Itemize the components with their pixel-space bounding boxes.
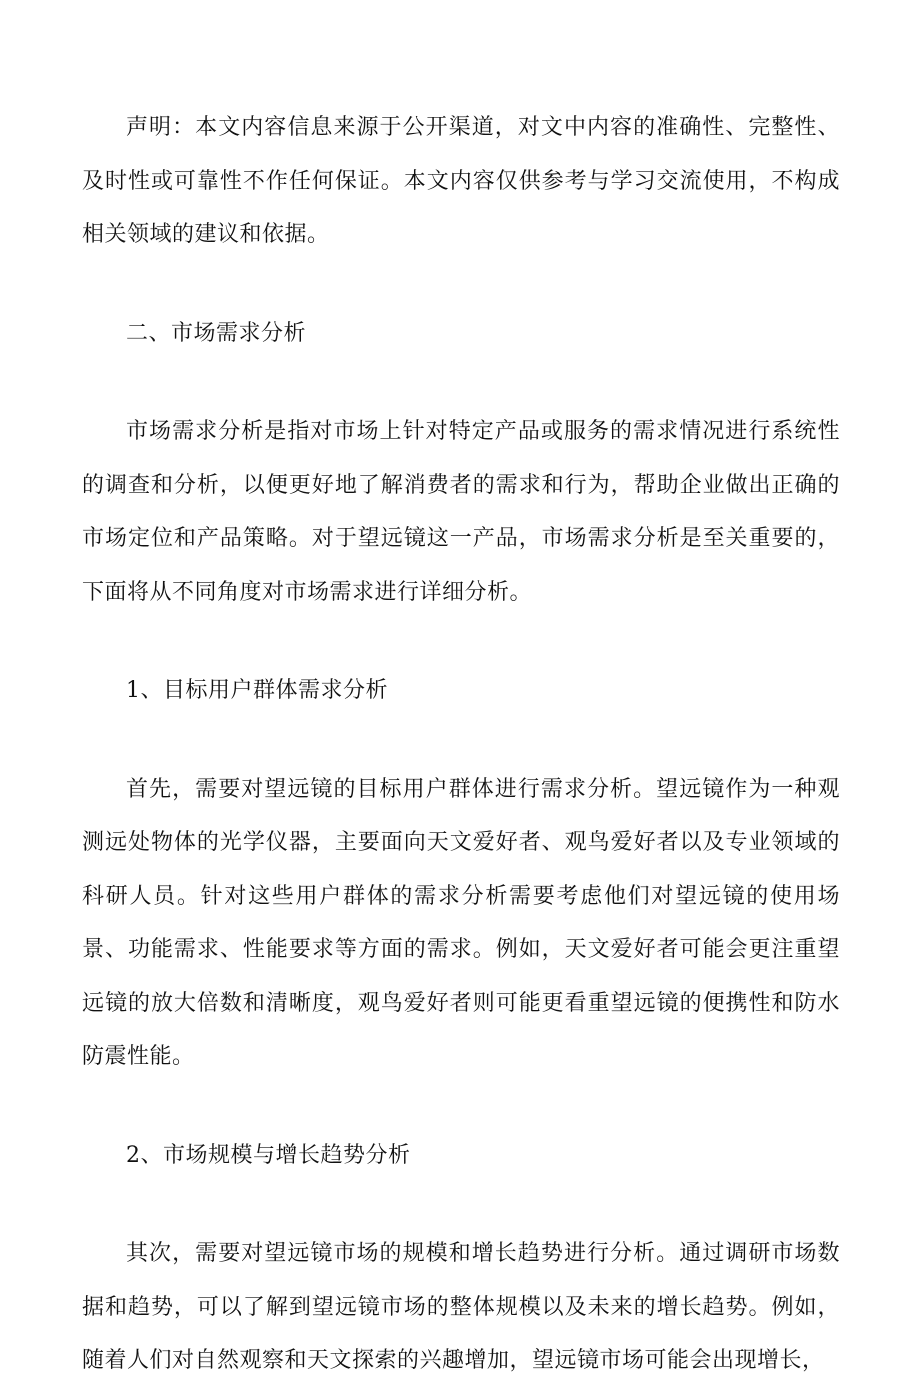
subsection-heading-1: 1、目标用户群体需求分析 [126, 678, 388, 703]
spacer [82, 619, 840, 664]
subsection-paragraph-2: 其次，需要对望远镜市场的规模和增长趋势进行分析。通过调研市场数据和趋势，可以了解到望远镜市场的整体规模以及未来的增长趋势。例如，随着人们对自然观察和天文探索的兴趣增加，望远镜市场可能会出现增长， [82, 1241, 840, 1373]
spacer [82, 360, 840, 405]
spacer [82, 1084, 840, 1129]
subsection-paragraph-1: 首先，需要对望远镜的目标用户群体进行需求分析。望远镜作为一种观测远处物体的光学仪器，主要面向天文爱好者、观鸟爱好者以及专业领域的科研人员。针对这些用户群体的需求分析需要考虑他们对望远镜的使用场景、功能需求、性能要求等方面的需求。例如，天文爱好者可能会更注重望远镜的放大倍数和清晰度，观鸟爱好者则可能更看重望远镜的便携性和防水防震性能。 [82, 776, 840, 1069]
subsection-heading-2: 2、市场规模与增长趋势分析 [126, 1142, 411, 1168]
spacer [82, 262, 840, 307]
disclaimer-paragraph: 声明：本文内容信息来源于公开渠道，对文中内容的准确性、完整性、及时性或可靠性不作任何保证。本文内容仅供参考与学习交流使用，不构成相关领域的建议和依据。 [82, 115, 840, 247]
section-heading: 二、市场需求分析 [126, 320, 307, 346]
spacer [82, 1182, 840, 1227]
spacer [82, 718, 840, 763]
intro-paragraph: 市场需求分析是指对市场上针对特定产品或服务的需求情况进行系统性的调查和分析，以便更好地了解消费者的需求和行为，帮助企业做出正确的市场定位和产品策略。对于望远镜这一产品，市场需求分析是至关重要的，下面将从不同角度对市场需求进行详细分析。 [82, 419, 840, 605]
document-page [82, 101, 840, 1388]
